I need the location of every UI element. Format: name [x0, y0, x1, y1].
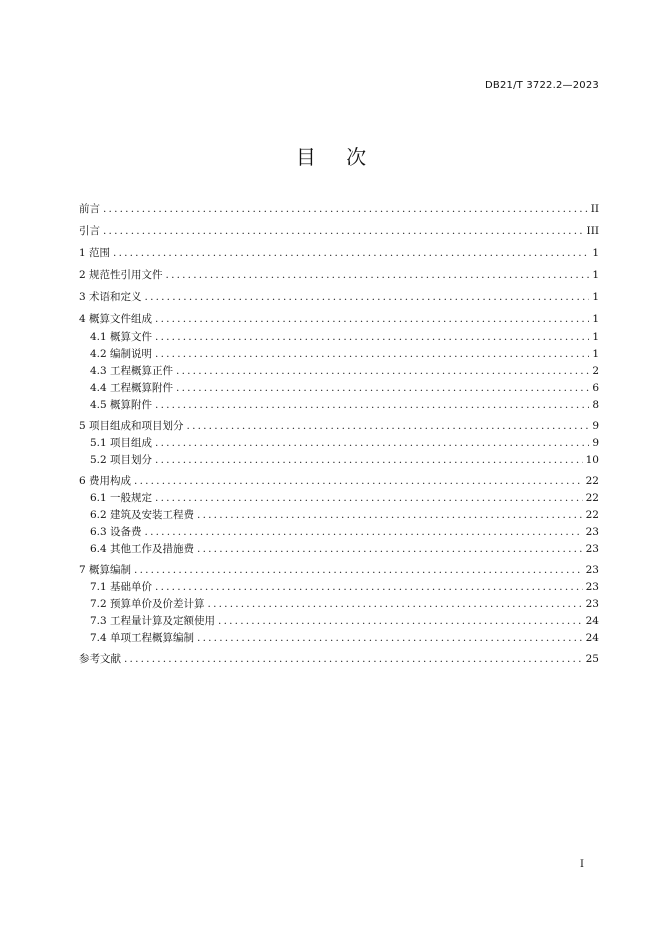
toc-entry-page: II	[590, 203, 599, 215]
page-title	[0, 141, 662, 170]
page-number: I	[580, 859, 584, 870]
toc-leader-dots	[155, 347, 589, 361]
toc-entry-page: 1	[592, 291, 599, 303]
toc-leader-dots	[197, 508, 583, 522]
toc-entry[interactable]	[79, 246, 599, 260]
title-char-2: 次	[346, 145, 367, 169]
toc-leader-dots	[155, 453, 583, 467]
toc-leader-dots	[187, 419, 590, 433]
toc-entry-page: 9	[592, 437, 599, 449]
toc-entry-page: 23	[585, 526, 599, 538]
toc-leader-dots	[155, 580, 583, 594]
toc-entry-label: 7.2 预算单价及价差计算	[90, 597, 208, 611]
toc-leader-dots	[134, 563, 583, 577]
toc-entry[interactable]	[79, 312, 599, 326]
toc-entry-label: 5.2 项目划分	[90, 453, 155, 467]
toc-entry[interactable]	[90, 364, 599, 378]
toc-entry-label: 5.1 项目组成	[90, 436, 155, 450]
toc-entry-label: 6.2 建筑及安装工程费	[90, 508, 197, 522]
toc-entry[interactable]	[90, 580, 599, 594]
toc-leader-dots	[218, 614, 583, 628]
toc-entry-label: 1 范围	[79, 246, 113, 260]
toc-entry-label: 4 概算文件组成	[79, 312, 155, 326]
toc-entry[interactable]	[90, 508, 599, 522]
toc-entry[interactable]	[90, 614, 599, 628]
toc-leader-dots	[124, 652, 583, 666]
toc-entry-page: 1	[592, 247, 599, 259]
toc-leader-dots	[155, 312, 589, 326]
toc-entry[interactable]	[79, 290, 599, 304]
toc-entry-page: 22	[585, 492, 599, 504]
toc-entry-page: 1	[592, 313, 599, 325]
toc-leader-dots	[113, 246, 589, 260]
toc-entry-page: 10	[585, 454, 599, 466]
toc-entry-label: 3 术语和定义	[79, 290, 145, 304]
toc-entry-page: 24	[585, 632, 599, 644]
toc-entry-page: 1	[592, 348, 599, 360]
toc-leader-dots	[176, 381, 589, 395]
toc-entry-page: 24	[585, 615, 599, 627]
toc-leader-dots	[103, 202, 588, 216]
toc-entry-label: 参考文献	[79, 652, 124, 666]
toc-entry-label: 4.1 概算文件	[90, 330, 155, 344]
toc-entry-label: 5 项目组成和项目划分	[79, 419, 187, 433]
toc-entry-page: 23	[585, 598, 599, 610]
toc-leader-dots	[155, 330, 589, 344]
toc-leader-dots	[145, 290, 590, 304]
toc-entry-page: 23	[585, 564, 599, 576]
toc-leader-dots	[134, 474, 583, 488]
toc-entry-page: 9	[592, 420, 599, 432]
toc-entry-label: 7 概算编制	[79, 563, 134, 577]
toc-leader-dots	[176, 364, 589, 378]
toc-entry[interactable]	[79, 202, 599, 216]
toc-entry-page: 22	[585, 509, 599, 521]
toc-entry[interactable]	[90, 398, 599, 412]
toc-entry[interactable]	[90, 381, 599, 395]
toc-entry-label: 6.3 设备费	[90, 525, 145, 539]
toc-entry-label: 6.1 一般规定	[90, 491, 155, 505]
toc-entry-label: 4.2 编制说明	[90, 347, 155, 361]
toc-entry-label: 4.5 概算附件	[90, 398, 155, 412]
toc-leader-dots	[155, 398, 589, 412]
toc-entry[interactable]	[90, 542, 599, 556]
toc-entry-page: 23	[585, 581, 599, 593]
toc-entry[interactable]	[90, 330, 599, 344]
toc-leader-dots	[103, 224, 584, 238]
toc-entry[interactable]	[79, 268, 599, 282]
toc-entry[interactable]	[79, 419, 599, 433]
toc-entry[interactable]	[79, 563, 599, 577]
toc-entry[interactable]	[90, 453, 599, 467]
toc-entry-page: 22	[585, 475, 599, 487]
toc-entry-label: 引言	[79, 224, 103, 238]
toc-leader-dots	[155, 436, 589, 450]
toc-entry-label: 7.3 工程量计算及定额使用	[90, 614, 218, 628]
toc-entry-label: 4.3 工程概算正件	[90, 364, 176, 378]
toc-entry[interactable]	[79, 474, 599, 488]
toc-entry[interactable]	[90, 436, 599, 450]
toc-entry-page: 25	[585, 653, 599, 665]
title-char-1: 目	[295, 145, 316, 169]
toc-entry-page: III	[586, 225, 599, 237]
toc-entry[interactable]	[90, 347, 599, 361]
toc-entry-label: 7.1 基础单价	[90, 580, 155, 594]
toc-entry-page: 8	[592, 399, 599, 411]
toc-entry[interactable]	[90, 491, 599, 505]
toc-entry-page: 2	[592, 365, 599, 377]
toc-entry[interactable]	[79, 652, 599, 666]
toc-leader-dots	[197, 542, 583, 556]
toc-entry-label: 2 规范性引用文件	[79, 268, 166, 282]
toc-entry-page: 1	[592, 269, 599, 281]
toc-leader-dots	[208, 597, 583, 611]
toc-entry-label: 前言	[79, 202, 103, 216]
toc-leader-dots	[197, 631, 583, 645]
toc-leader-dots	[145, 525, 583, 539]
toc-leader-dots	[166, 268, 590, 282]
document-code: DB21/T 3722.2—2023	[485, 80, 599, 91]
toc-entry-label: 6.4 其他工作及措施费	[90, 542, 197, 556]
toc-entry[interactable]	[79, 224, 599, 238]
toc-entry[interactable]	[90, 597, 599, 611]
toc-entry-page: 23	[585, 543, 599, 555]
toc-entry-page: 1	[592, 331, 599, 343]
toc-entry[interactable]	[90, 631, 599, 645]
toc-entry[interactable]	[90, 525, 599, 539]
toc-entry-page: 6	[592, 382, 599, 394]
toc-leader-dots	[155, 491, 583, 505]
toc-entry-label: 7.4 单项工程概算编制	[90, 631, 197, 645]
toc-entry-label: 6 费用构成	[79, 474, 134, 488]
toc-entry-label: 4.4 工程概算附件	[90, 381, 176, 395]
